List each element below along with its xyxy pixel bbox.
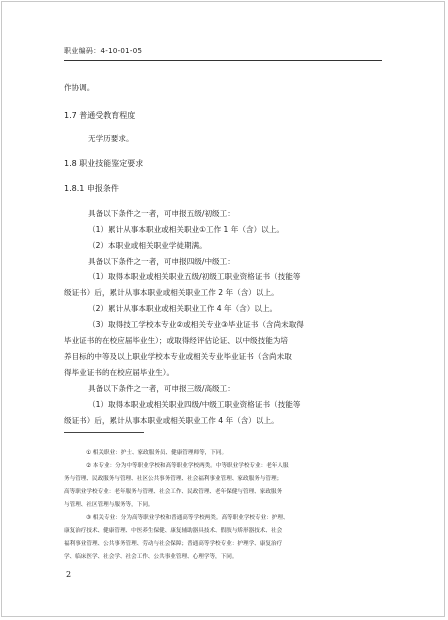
footnote-line: 康复治疗技术、健康管理、中医养生保健、康复辅助器具技术、假肢与矫形器技术、社会 [64,528,283,534]
body-line: 具备以下条件之一者，可申报三级/高级工： [88,384,235,393]
document-page [1,1,445,617]
footnote-line: ③ 相关专业：分为高等职业学校和普通高等学校两类。高等职业学校专业：护理、 [86,515,289,521]
body-line: 1.8.1 申报条件 [64,184,119,193]
footnote-line: 与管理、社区管理与服务等，下同。 [64,502,154,508]
body-line: 得毕业证书的在校应届毕业生）。 [64,368,175,377]
page-number: 2 [66,570,72,579]
body-line: 毕业证书的在校应届毕业生）；或取得经评估论证、以中级技能为培 [64,336,289,345]
body-line: （1）累计从事本职业或相关职业①工作 1 年（含）以上。 [88,225,284,234]
footnote-line: 福利事业管理、公共事务管理、劳动与社会保障；普通高等学校专业：护理学、康复治疗 [64,541,283,547]
body-line: 无学历要求。 [88,134,134,143]
header-rule [64,60,382,61]
body-line: （3）取得技工学校本专业②或相关专业③毕业证书（含尚未取得 [88,320,304,329]
footnote-line: ② 本专业：分为中等职业学校和高等职业学校两类。中等职业学校专业：老年人服 [86,463,289,469]
body-line: 级证书）后，累计从事本职业或相关职业工作 2 年（含）以上。 [64,288,279,297]
footnote-line: ① 相关职业：护士、家政服务员、健康管理师等，下同。 [86,450,228,456]
footnote-line: 学、临床医学、社会学、社会工作、公共事业管理、心理学等，下同。 [64,554,238,560]
body-line: （2）累计从事本职业或相关职业工作 4 年（含）以上。 [88,304,278,313]
occupation-code: 职业编码：4-10-01-05 [64,47,143,55]
body-line: 养目标的中等及以上职业学校本专业或相关专业毕业证书（含尚未取 [64,352,292,361]
body-line: 作协调。 [64,83,95,92]
footnote-line: 务与管理、民政服务与管理、社区公共事务管理、社会福利事业管理、家政服务与管理； [64,476,283,482]
footnote-line: 高等职业学校专业：老年服务与管理、社会工作、民政管理、老年保健与管理、家政服务 [64,489,283,495]
body-line: 级证书）后，累计从事本职业或相关职业工作 4 年（含）以上。 [64,416,279,425]
footnote-rule [64,432,144,433]
body-line: 1.7 普通受教育程度 [64,111,136,120]
body-line: 具备以下条件之一者，可申报四级/中级工： [88,257,235,266]
body-line: 具备以下条件之一者，可申报五级/初级工： [88,209,235,218]
body-line: （1）取得本职业或相关职业四级/中级工职业资格证书（技能等 [88,400,301,409]
body-line: （2）本职业或相关职业学徒期满。 [88,241,207,250]
body-line: （1）取得本职业或相关职业五级/初级工职业资格证书（技能等 [88,272,301,281]
body-line: 1.8 职业技能鉴定要求 [64,159,144,168]
